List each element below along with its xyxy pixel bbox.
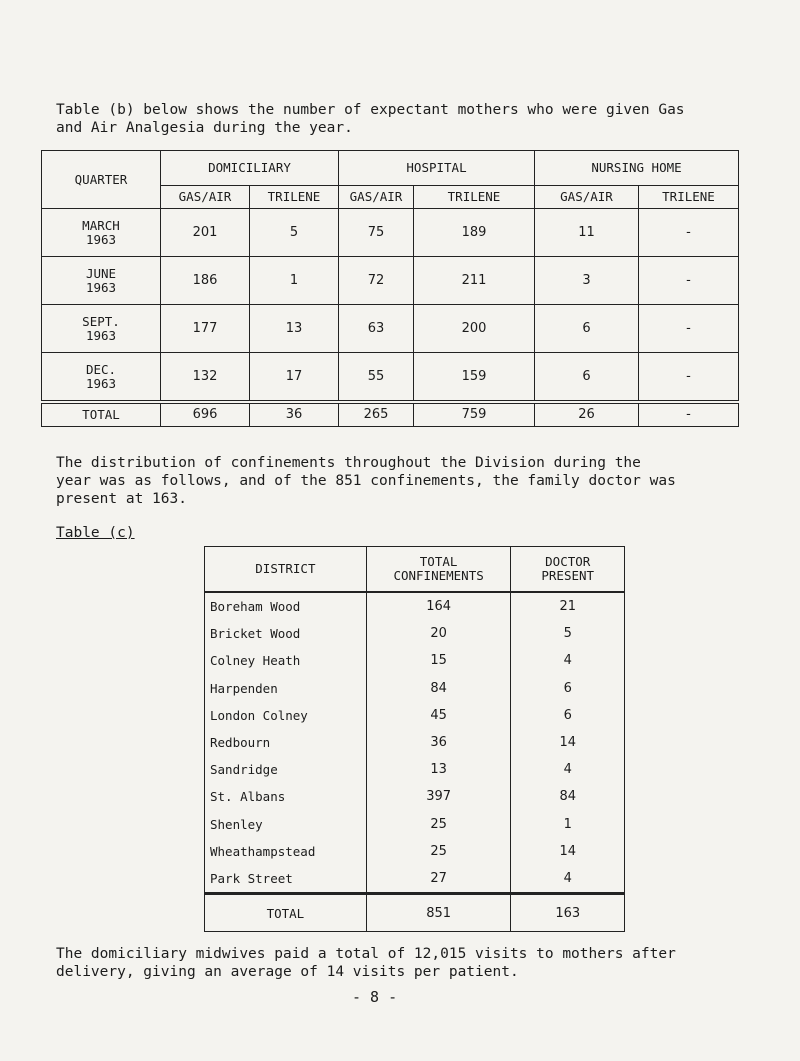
total-cell: 397 [366,783,511,810]
doctor-cell: 21 [511,592,625,620]
total-doctor-value: 163 [511,894,625,932]
doctor-cell: 4 [511,647,625,674]
quarter-cell: DEC. 1963 [42,353,161,403]
total-value: - [639,402,739,427]
value-cell: 177 [161,305,250,353]
district-cell: St. Albans [205,783,367,810]
table-row [205,756,625,783]
total-value: 759 [414,402,535,427]
total-cell: 15 [366,647,511,674]
doctor-cell: 6 [511,675,625,702]
table-row [205,592,625,620]
value-cell: 6 [535,305,639,353]
district-cell: Wheathampstead [205,838,367,865]
value-cell: - [639,305,739,353]
quarter-cell: MARCH 1963 [42,209,161,257]
header-nh-trilene: TRILENE [639,186,739,209]
value-cell: 189 [414,209,535,257]
district-cell: Colney Heath [205,647,367,674]
value-cell: 5 [250,209,339,257]
table-row [42,257,739,305]
value-cell: 72 [339,257,414,305]
total-cell: 27 [366,865,511,894]
table-c-label [56,525,135,541]
total-value: 26 [535,402,639,427]
district-cell: London Colney [205,702,367,729]
value-cell: 13 [250,305,339,353]
header-nh-gas-air: GAS/AIR [535,186,639,209]
total-value: 36 [250,402,339,427]
doctor-cell: 6 [511,702,625,729]
total-cell: 25 [366,838,511,865]
value-cell: 159 [414,353,535,403]
total-cell: 164 [366,592,511,620]
total-row [205,894,625,932]
district-cell: Bricket Wood [205,620,367,647]
table-row [205,675,625,702]
value-cell: 3 [535,257,639,305]
district-cell: Boreham Wood [205,592,367,620]
doctor-cell: 4 [511,865,625,894]
doctor-cell: 4 [511,756,625,783]
table-b-gas-air-analgesia [41,150,739,427]
value-cell: 201 [161,209,250,257]
value-cell: 17 [250,353,339,403]
doctor-cell: 1 [511,811,625,838]
total-label: TOTAL [42,402,161,427]
table-row [205,838,625,865]
table-c-confinements [204,546,625,932]
table-row [205,865,625,894]
value-cell: - [639,209,739,257]
value-cell: 186 [161,257,250,305]
table-row [42,209,739,257]
value-cell: 75 [339,209,414,257]
table-row [205,783,625,810]
total-cell: 36 [366,729,511,756]
total-cell: 45 [366,702,511,729]
header-total-confinements: TOTAL CONFINEMENTS [366,547,511,593]
header-doctor-present: DOCTOR PRESENT [511,547,625,593]
header-dom-gas-air: GAS/AIR [161,186,250,209]
value-cell: 200 [414,305,535,353]
total-cell: 13 [366,756,511,783]
doctor-cell: 5 [511,620,625,647]
table-row [205,702,625,729]
total-cell: 20 [366,620,511,647]
doctor-cell: 14 [511,838,625,865]
total-confinements-value: 851 [366,894,511,932]
value-cell: 211 [414,257,535,305]
total-row [42,402,739,427]
doctor-cell: 14 [511,729,625,756]
doctor-cell: 84 [511,783,625,810]
header-domiciliary: DOMICILIARY [161,151,339,186]
district-cell: Redbourn [205,729,367,756]
district-cell: Sandridge [205,756,367,783]
table-row [205,620,625,647]
district-cell: Park Street [205,865,367,894]
header-hosp-gas-air: GAS/AIR [339,186,414,209]
header-district: DISTRICT [205,547,367,593]
quarter-cell: SEPT. 1963 [42,305,161,353]
value-cell: 6 [535,353,639,403]
value-cell: 11 [535,209,639,257]
header-dom-trilene: TRILENE [250,186,339,209]
table-row [205,729,625,756]
table-row [42,353,739,403]
page-number: - 8 - [352,988,398,1006]
total-label: TOTAL [205,894,367,932]
value-cell: 63 [339,305,414,353]
value-cell: - [639,257,739,305]
header-hosp-trilene: TRILENE [414,186,535,209]
table-c-label-text: Table (c) [56,525,135,541]
table-row [42,305,739,353]
total-value: 265 [339,402,414,427]
distribution-paragraph: The distribution of confinements throughout the Division during the year was as follows, and of the 851 confinements, the family doctor was present at 163. [56,455,676,507]
total-cell: 84 [366,675,511,702]
intro-paragraph: Table (b) below shows the number of expectant mothers who were given Gas and Air Analgesia during the year. [56,102,685,136]
district-cell: Harpenden [205,675,367,702]
total-cell: 25 [366,811,511,838]
value-cell: - [639,353,739,403]
value-cell: 55 [339,353,414,403]
value-cell: 132 [161,353,250,403]
header-nursing-home: NURSING HOME [535,151,739,186]
table-row [205,811,625,838]
table-row [205,647,625,674]
footer-paragraph: The domiciliary midwives paid a total of 12,015 visits to mothers after delivery, giving an average of 14 visits per patient. [56,946,676,980]
header-hospital: HOSPITAL [339,151,535,186]
district-cell: Shenley [205,811,367,838]
header-quarter: QUARTER [42,151,161,209]
quarter-cell: JUNE 1963 [42,257,161,305]
total-value: 696 [161,402,250,427]
value-cell: 1 [250,257,339,305]
